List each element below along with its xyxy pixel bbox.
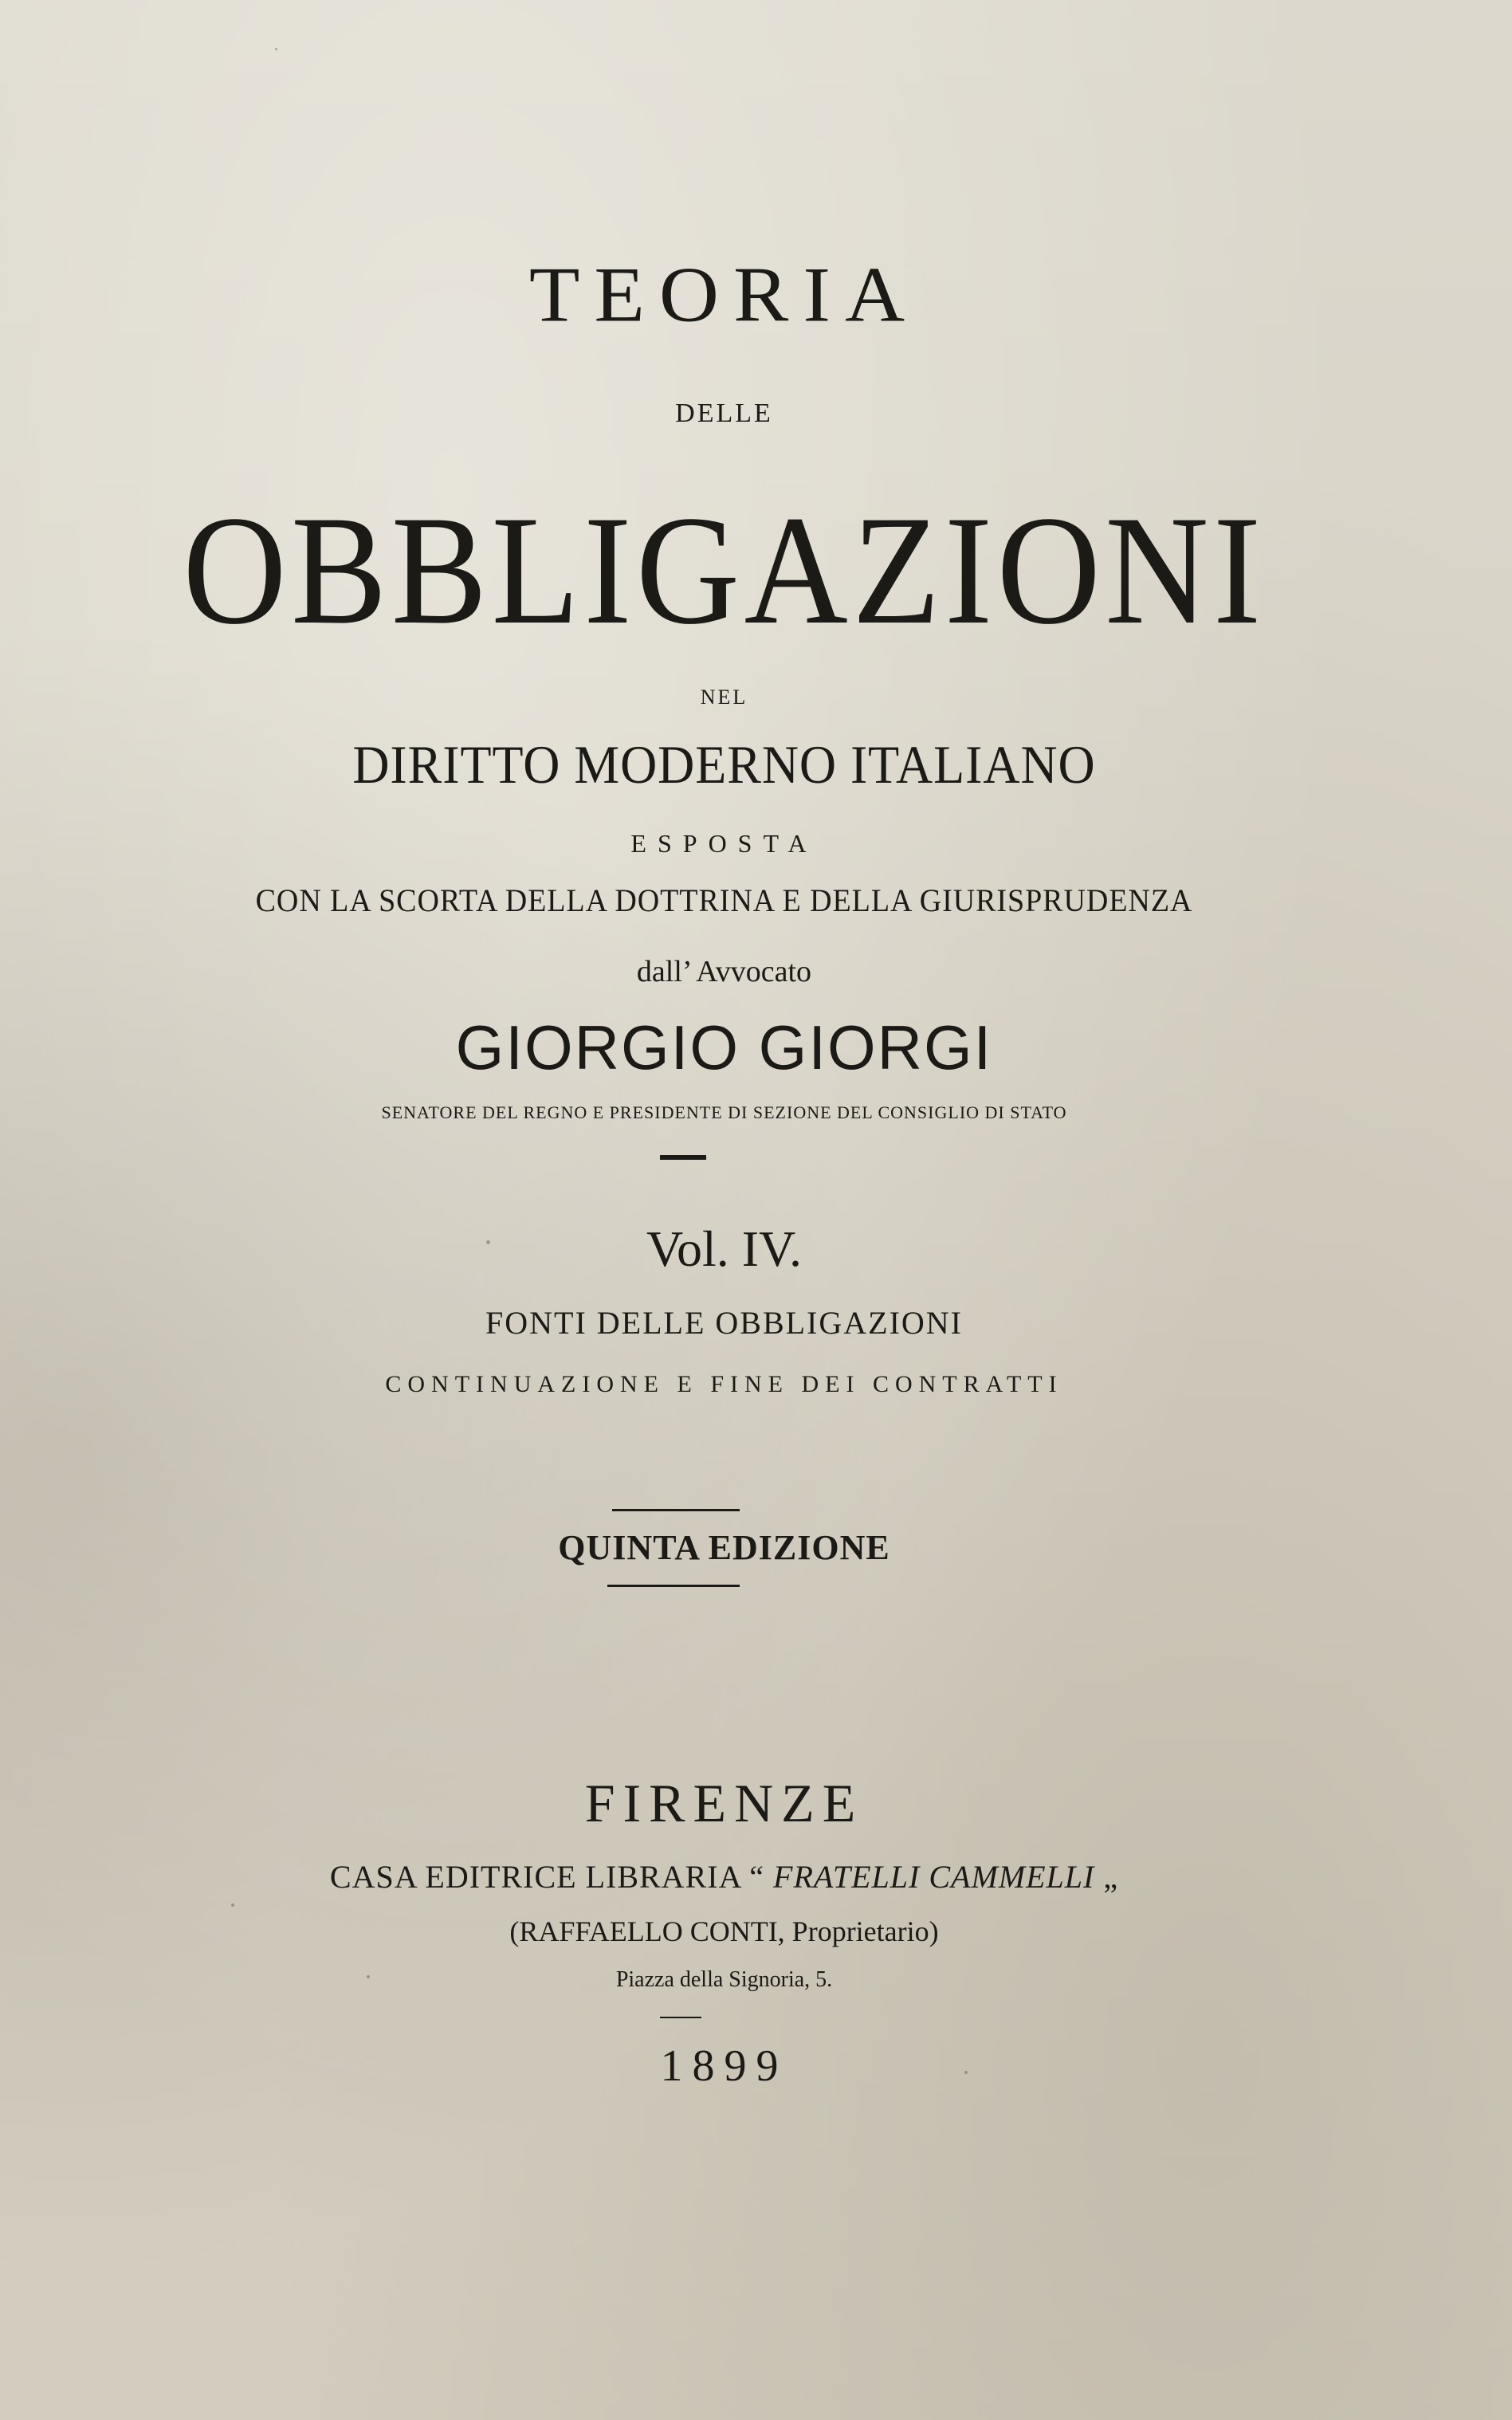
publisher-prefix: CASA EDITRICE LIBRARIA “ xyxy=(329,1859,765,1895)
author-title: SENATORE DEL REGNO E PRESIDENTE DI SEZIONE DEL CONSIGLIO DI STATO xyxy=(381,1102,1067,1122)
divider-short xyxy=(660,1155,706,1160)
author-prefix: dall’ Avvocato xyxy=(636,955,812,988)
volume-detail: CONTINUAZIONE E FINE DEI CONTRATTI xyxy=(385,1371,1063,1397)
edition-rule-bottom xyxy=(607,1585,740,1587)
publisher-name: FRATELLI CAMMELLI xyxy=(773,1859,1095,1895)
imprint-proprietor: (RAFFAELLO CONTI, Proprietario) xyxy=(509,1915,939,1947)
paper-speck xyxy=(231,1903,234,1907)
edition-rule-top xyxy=(612,1509,740,1511)
title-connector: DELLE xyxy=(675,399,773,428)
author-name: GIORGIO GIORGI xyxy=(455,1012,993,1082)
imprint-address: Piazza della Signoria, 5. xyxy=(615,1967,833,1992)
edition-label: QUINTA EDIZIONE xyxy=(558,1528,890,1567)
exposition-detail: CON LA SCORTA DELLA DOTTRINA E DELLA GIURISPRUDENZA xyxy=(255,882,1193,918)
subtitle-connector: NEL xyxy=(700,686,748,709)
exposition-label: ESPOSTA xyxy=(630,829,818,858)
paper-speck xyxy=(367,1975,370,1978)
paper-speck xyxy=(275,48,277,50)
imprint-year: 1899 xyxy=(660,2041,788,2091)
imprint-publisher xyxy=(0,1861,1480,1893)
main-title: OBBLIGAZIONI xyxy=(183,484,1266,657)
volume-subject: FONTI DELLE OBBLIGAZIONI xyxy=(485,1305,963,1341)
imprint-city: FIRENZE xyxy=(584,1773,864,1833)
publisher-suffix: „ xyxy=(1103,1859,1119,1895)
title-top: TEORIA xyxy=(528,250,920,339)
subtitle: DIRITTO MODERNO ITALIANO xyxy=(352,734,1096,795)
paper-speck xyxy=(486,1240,490,1244)
imprint-divider xyxy=(660,2017,701,2018)
volume-number: Vol. IV. xyxy=(646,1220,803,1277)
paper-speck xyxy=(964,2071,968,2074)
